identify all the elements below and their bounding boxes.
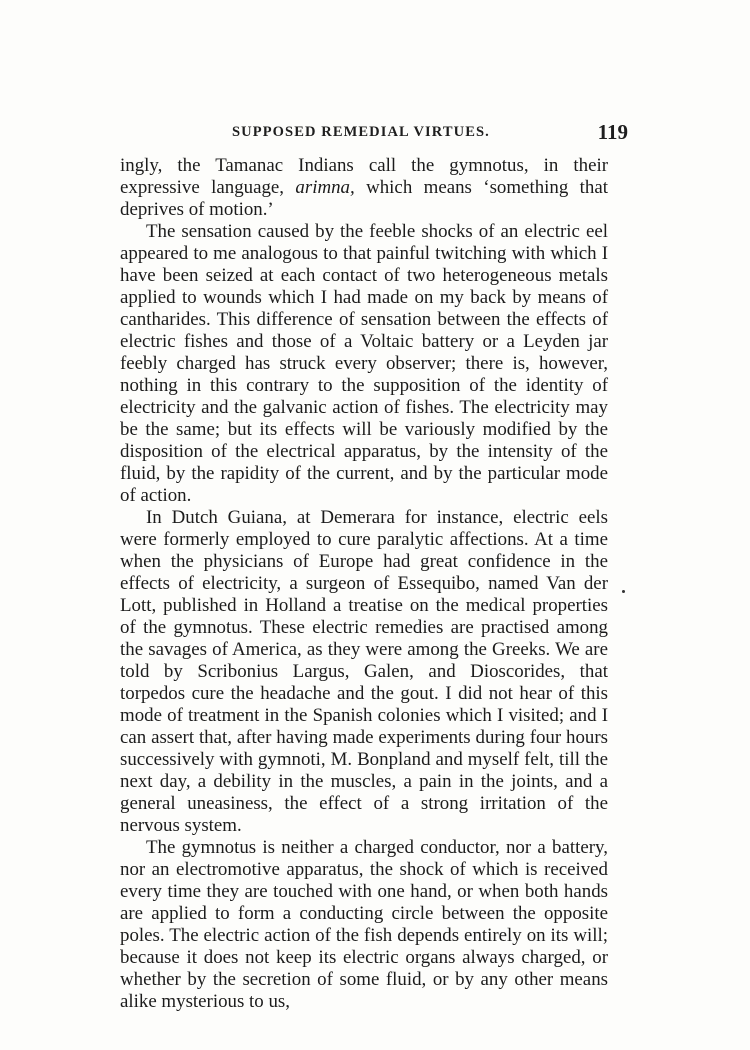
ink-speck (622, 590, 625, 593)
text-segment: In Dutch Guiana, at Demerara for instance, electric eels were formerly employed to cure paralytic affections. At a time when the physicians of Europe had great confidence in the effects of electricity, a surgeon of Essequibo, named Van der Lott, published in Holland a treatise on the medical properties of the gymnotus. These electric remedies are practised among the savages of America, as they were among the Greeks. We are told by Scribonius Largus, Galen, and Dioscorides, that torpedos cure the headache and the gout. I did not hear of this mode of treatment in the Spanish colonies which I visited; and I can assert that, after having made experiments during four hours successively with gymnoti, M. Bonpland and myself felt, till the next day, a debility in the muscles, a pain in the joints, and a general uneasiness, the effect of a strong irritation of the nervous system. (120, 507, 608, 836)
italic-term: arimna, (295, 177, 355, 198)
text-segment: The gymnotus is neither a charged conductor, nor a battery, nor an electromotive apparatus, the shock of which is received every time they are touched with one hand, or when both hands are applied to form a conducting circle between the opposite poles. The electric action of the fish depends entirely on its will; because it does not keep its electric organs always charged, or whether by the secretion of some fluid, or by any other means alike mysterious to us, (120, 837, 608, 1012)
text-segment: The sensation caused by the feeble shocks of an electric eel appeared to me analogous to that painful twitching with which I have been seized at each contact of two heterogeneous metals applied to wounds which I had made on my back by means of cantharides. This difference of sensation between the effects of electric fishes and those of a Voltaic battery or a Leyden jar feebly charged has struck every observer; there is, however, nothing in this contrary to the supposition of the identity of electricity and the galvanic action of fishes. The electricity may be the same; but its effects will be variously modified by the disposition of the electrical apparatus, by the intensity of the fluid, by the rapidity of the current, and by the particular mode of action. (120, 221, 608, 506)
text-segment: ingly, the Tamanac Indians call the gymnotus, in their expressive language, (120, 155, 608, 198)
text-segment: which means ‘something that deprives of motion.’ (120, 177, 608, 220)
body-text (120, 155, 608, 1013)
running-title: SUPPOSED REMEDIAL VIRTUES. (232, 124, 490, 140)
running-head (120, 120, 628, 144)
paragraph-2 (120, 221, 608, 507)
paragraph-1 (120, 155, 608, 221)
paragraph-4 (120, 837, 608, 1013)
paragraph-3 (120, 507, 608, 837)
page-number: 119 (597, 120, 628, 144)
